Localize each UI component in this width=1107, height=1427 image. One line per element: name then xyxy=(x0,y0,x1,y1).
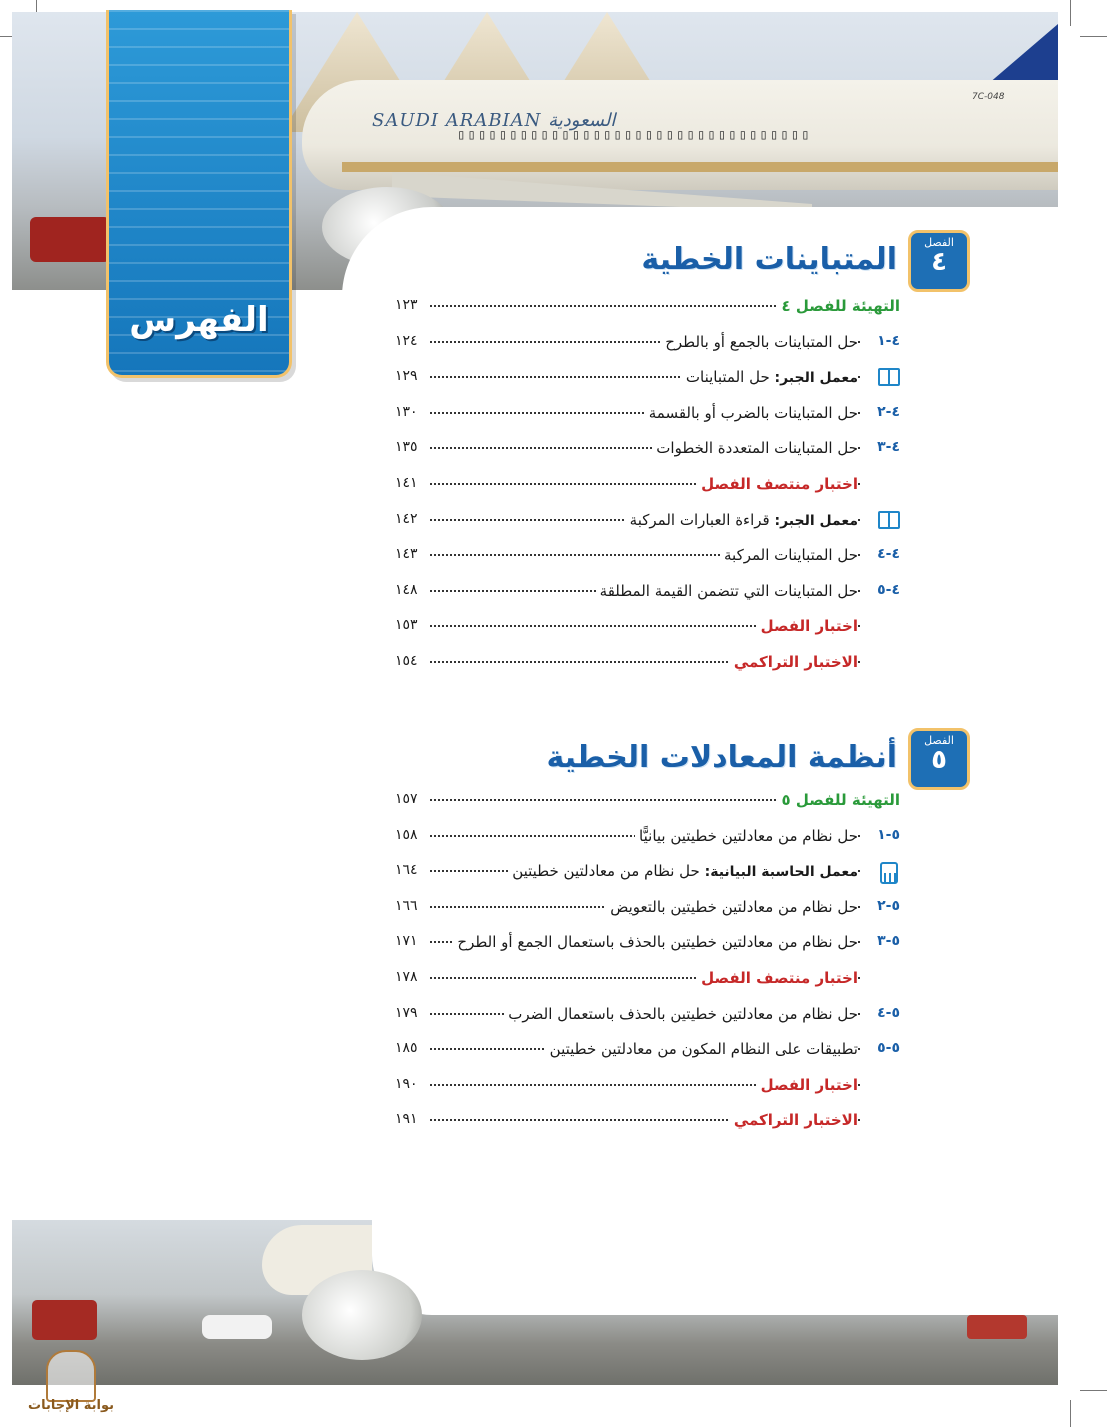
toc-row[interactable] xyxy=(395,969,900,993)
page-number: ١٤٨ xyxy=(395,582,429,598)
section-number: ٥-٤ xyxy=(877,1004,900,1021)
toc-entry-title xyxy=(626,511,858,529)
toc-row[interactable] xyxy=(395,297,900,321)
red-vehicle xyxy=(32,1300,97,1340)
fuselage-stripe xyxy=(342,162,1058,172)
page-number: ١٨٥ xyxy=(395,1040,429,1056)
page-number: ١٥٤ xyxy=(395,653,429,669)
crop-mark xyxy=(1070,0,1071,26)
toc-row[interactable] xyxy=(395,368,900,392)
toc-entry-text: الاختبار التراكمي xyxy=(733,653,858,671)
toc-row[interactable] xyxy=(395,617,900,641)
book-icon xyxy=(878,511,900,529)
lab-prefix: معمل الجبر: xyxy=(774,370,858,387)
page-number: ١٣٠ xyxy=(395,404,429,420)
toc-row[interactable] xyxy=(395,653,900,677)
tail-fin xyxy=(988,24,1058,84)
section-number: ٥-٢ xyxy=(877,897,900,914)
window-row: ▯▯▯▯▯▯▯▯▯▯▯▯▯▯▯▯▯▯▯▯▯▯▯▯▯▯▯▯▯▯▯▯▯▯ xyxy=(457,127,812,143)
toc-row[interactable] xyxy=(395,404,900,428)
toc-entry-title xyxy=(757,1076,858,1094)
toc-entry-text: حل المتباينات المتعددة الخطوات xyxy=(656,439,858,458)
section-number: ٤-٥ xyxy=(877,581,900,598)
toc-entry-text: التهيئة للفصل ٥ xyxy=(781,791,900,809)
book-icon xyxy=(878,368,900,386)
toc-row[interactable] xyxy=(395,827,900,851)
toc-row[interactable] xyxy=(395,791,900,815)
crop-mark xyxy=(1070,1400,1071,1427)
chapter-number: ٥ xyxy=(931,745,947,775)
toc-entry-title xyxy=(730,1111,858,1129)
toc-entry-text: الاختبار التراكمي xyxy=(733,1111,858,1130)
toc-entry-text: حل المتباينات المركبة xyxy=(724,546,858,565)
toc-entry-text: اختبار منتصف الفصل xyxy=(701,969,858,987)
toc-row[interactable] xyxy=(395,1040,900,1064)
toc-entry-text: تطبيقات على النظام المكون من معادلتين خطيتين xyxy=(549,1040,858,1059)
page-number: ١٧٩ xyxy=(395,1005,429,1021)
page-number: ١٧٨ xyxy=(395,969,429,985)
page-number: ١٥٣ xyxy=(395,617,429,633)
footer-photo xyxy=(12,1220,1058,1385)
toc-entry-title xyxy=(635,827,858,845)
toc-entry-title xyxy=(778,791,900,809)
section-number: ٤-٢ xyxy=(877,403,900,420)
toc-row[interactable] xyxy=(395,898,900,922)
chapter-5-toc xyxy=(395,791,900,1141)
page-number: ١٤١ xyxy=(395,475,429,491)
calculator-icon xyxy=(880,862,898,884)
page-number: ١٩٠ xyxy=(395,1076,429,1092)
toc-entry-title xyxy=(730,653,858,671)
index-title: الفهرس xyxy=(129,300,269,340)
toc-entry-text: اختبار منتصف الفصل xyxy=(701,475,858,493)
toc-entry-title xyxy=(596,582,858,600)
chapter-title: أنظمة المعادلات الخطية xyxy=(546,740,897,775)
page-number: ١٩١ xyxy=(395,1111,429,1127)
toc-entry-title xyxy=(606,898,858,916)
toc-entry-text: حل نظام من معادلتين خطيتين بالحذف باستعمال الضرب xyxy=(508,1004,858,1023)
watermark-text: بوابة الإجابات xyxy=(28,1398,114,1413)
toc-entry-text: حل المتباينات التي تتضمن القيمة المطلقة xyxy=(599,581,858,600)
toc-entry-text: اختبار الفصل xyxy=(760,617,858,636)
toc-entry-text: حل نظام من معادلتين خطيتين xyxy=(512,862,700,881)
red-vehicle xyxy=(30,217,110,262)
chapter-title: المتباينات الخطية xyxy=(641,242,897,277)
toc-row[interactable] xyxy=(395,1111,900,1135)
chapter-badge-label: الفصل xyxy=(924,734,954,747)
toc-entry-text: حل المتباينات xyxy=(685,368,770,387)
toc-entry-title xyxy=(778,297,900,315)
chapter-4-toc xyxy=(395,297,900,677)
toc-entry-text: حل المتباينات بالضرب أو بالقسمة xyxy=(648,403,858,422)
section-number: ٤-١ xyxy=(877,332,900,349)
toc-entry-title xyxy=(546,1040,858,1058)
crop-mark xyxy=(1080,36,1107,37)
section-number: ٥-٥ xyxy=(877,1040,900,1057)
chapter-badge xyxy=(908,230,970,292)
toc-row[interactable] xyxy=(395,439,900,463)
toc-entry-title xyxy=(697,475,858,493)
section-number: ٥-٣ xyxy=(877,933,900,950)
toc-entry-text: حل نظام من معادلتين خطيتين بالتعويض xyxy=(610,897,858,916)
toc-row[interactable] xyxy=(395,1076,900,1100)
toc-entry-title xyxy=(504,1005,858,1023)
toc-entry-text: التهيئة للفصل ٤ xyxy=(781,297,900,315)
page-curve xyxy=(372,1220,1058,1315)
toc-entry-title xyxy=(645,404,858,422)
page-number: ١٢٩ xyxy=(395,368,429,384)
toc-row[interactable] xyxy=(395,475,900,499)
toc-row[interactable] xyxy=(395,933,900,957)
toc-row[interactable] xyxy=(395,862,900,886)
page-number: ١٢٤ xyxy=(395,333,429,349)
chapter-badge xyxy=(908,728,970,790)
airplane-engine xyxy=(302,1270,422,1360)
toc-row[interactable] xyxy=(395,511,900,535)
page-number: ١٥٧ xyxy=(395,791,429,807)
toc-entry-text: حل نظام من معادلتين خطيتين بيانيًّا xyxy=(639,826,858,845)
toc-row[interactable] xyxy=(395,333,900,357)
section-number: ٤-٤ xyxy=(877,546,900,563)
toc-row[interactable] xyxy=(395,582,900,606)
chapter-number: ٤ xyxy=(931,247,947,277)
toc-entry-title xyxy=(697,969,858,987)
page-number: ١٦٤ xyxy=(395,862,429,878)
toc-entry-title xyxy=(682,368,858,386)
toc-entry-title xyxy=(661,333,858,351)
page-number: ١٧١ xyxy=(395,933,429,949)
page-number: ١٣٥ xyxy=(395,439,429,455)
toc-row[interactable] xyxy=(395,546,900,570)
toc-entry-title xyxy=(453,933,858,951)
crop-mark xyxy=(1080,1390,1107,1391)
airline-name: SAUDI ARABIAN السعودية xyxy=(372,110,616,131)
watermark-logo-icon xyxy=(46,1350,96,1402)
index-tab xyxy=(106,10,292,378)
lab-prefix: معمل الجبر: xyxy=(774,512,858,529)
section-number: ٥-١ xyxy=(877,826,900,843)
toc-entry-text: قراءة العبارات المركبة xyxy=(629,510,770,529)
toc-entry-title xyxy=(652,439,858,457)
lab-prefix: معمل الحاسبة البيانية: xyxy=(704,864,858,881)
toc-entry-text: حل نظام من معادلتين خطيتين بالحذف باستعمال الجمع أو الطرح xyxy=(457,933,858,952)
page-number: ١٦٦ xyxy=(395,898,429,914)
toc-entry-text: اختبار الفصل xyxy=(760,1075,858,1094)
registration-text: 7C-048 xyxy=(972,92,1005,102)
toc-row[interactable] xyxy=(395,1005,900,1029)
page-number: ١٤٢ xyxy=(395,511,429,527)
page-number: ١٥٨ xyxy=(395,827,429,843)
toc-entry-title xyxy=(720,546,858,564)
page-number: ١٤٣ xyxy=(395,546,429,562)
red-truck xyxy=(967,1315,1027,1339)
section-number: ٤-٣ xyxy=(877,439,900,456)
page-number: ١٢٣ xyxy=(395,297,429,313)
toc-entry-title xyxy=(757,617,858,635)
white-car xyxy=(202,1315,272,1339)
toc-entry-title xyxy=(508,862,858,880)
chapter-badge-label: الفصل xyxy=(924,236,954,249)
toc-entry-text: حل المتباينات بالجمع أو بالطرح xyxy=(665,332,858,351)
